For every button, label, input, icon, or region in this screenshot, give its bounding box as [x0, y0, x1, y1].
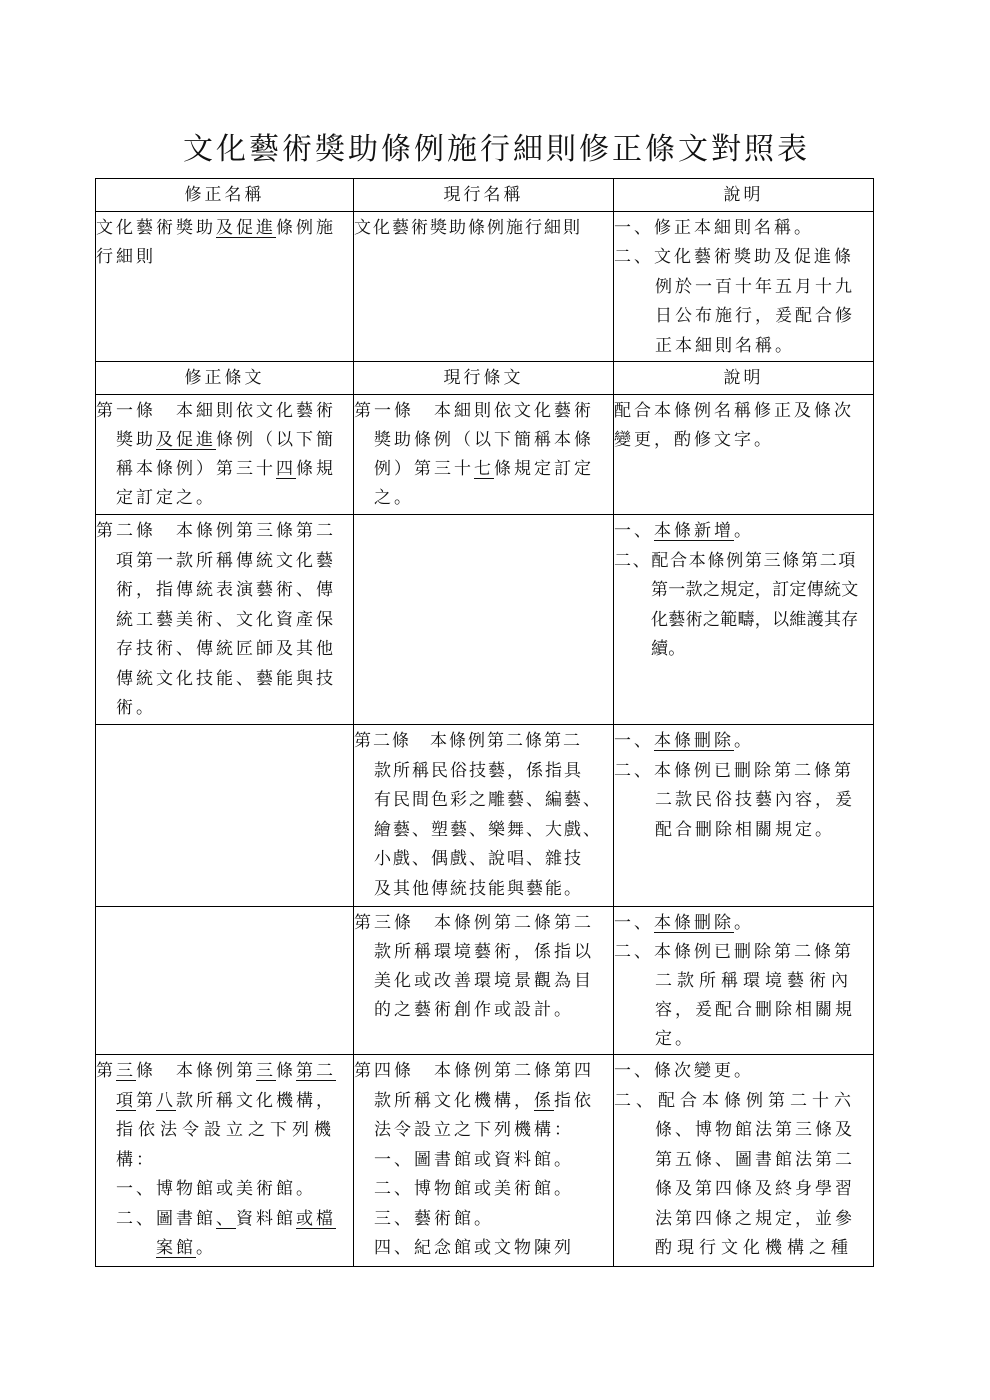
amended-text: 及促進	[216, 217, 276, 238]
text-line: 文化藝術獎助條例施行細則	[354, 217, 582, 238]
table-row-name	[96, 211, 874, 362]
column-header-amended-name: 修正名稱	[96, 179, 354, 212]
text-line: 二款民俗技藝內容，爰	[655, 790, 855, 810]
text-segment: 條規定訂定	[494, 459, 594, 479]
text-line: 配合本條例名稱修正及條次	[614, 401, 854, 421]
text-segment: 。	[196, 1238, 216, 1258]
text-line: 構：	[116, 1149, 156, 1170]
text-segment: 文化藝術獎助	[96, 217, 216, 238]
text-line: 法第四條之規定，並參	[655, 1208, 855, 1229]
amended-text: 本條新增	[654, 521, 734, 541]
text-line	[96, 426, 353, 455]
amended-text: 七	[474, 459, 494, 479]
column-header-explanation: 說明	[614, 362, 874, 395]
amended-article-cell	[96, 395, 354, 515]
column-header-amended-article: 修正條文	[96, 362, 354, 395]
text-segment: 款所稱文化機構，	[374, 1090, 534, 1111]
amended-text: 或檔	[296, 1208, 336, 1229]
text-line: 酌現行文化機構之種	[655, 1238, 853, 1258]
text-segment: 條例（以下簡	[216, 430, 336, 450]
text-line: 第二條 本條例第二條第二	[354, 731, 582, 751]
text-line: 有民間色彩之雕藝、編藝、	[374, 790, 602, 810]
text-line: 例於一百十年五月十九	[655, 276, 855, 297]
text-segment: 一、	[614, 521, 654, 541]
text-line	[614, 909, 873, 938]
text-line: 美化或改善環境景觀為目	[374, 971, 594, 991]
table-row	[96, 1055, 874, 1267]
explanation-cell	[614, 515, 874, 725]
text-segment: 二、圖書館	[116, 1208, 216, 1229]
table-header-row	[96, 362, 874, 395]
amended-name-cell	[96, 211, 354, 362]
text-line	[614, 727, 873, 757]
text-line: 日公布施行，爰配合修	[655, 306, 855, 326]
text-line: 第四條 本條例第二條第四	[354, 1061, 594, 1081]
amended-text: 三	[116, 1061, 136, 1081]
text-line: 配合刪除相關規定。	[655, 819, 835, 840]
text-line: 三、藝術館。	[374, 1208, 494, 1229]
amended-text: 、	[216, 1208, 236, 1229]
table-row	[96, 907, 874, 1055]
amended-article-cell	[96, 515, 354, 725]
text-line: 第一款之規定，訂定傳統文	[651, 580, 859, 600]
text-line: 繪藝、塑藝、樂舞、大戲、	[374, 819, 602, 840]
table-row	[96, 515, 874, 725]
text-line: 容，爰配合刪除相關規	[655, 1000, 855, 1020]
text-line: 第五條、圖書館法第二	[655, 1149, 855, 1170]
text-line	[96, 1087, 353, 1117]
text-line: 款所稱民俗技藝，係指具	[374, 760, 583, 781]
amended-text: 案館	[156, 1238, 196, 1258]
text-segment: 條例施	[276, 217, 336, 238]
text-line: 二、本條例已刪除第二條第	[614, 760, 854, 781]
text-line	[96, 1057, 353, 1087]
amended-text: 三	[256, 1061, 276, 1081]
text-segment: 稱本條例）第三十	[116, 459, 276, 479]
text-segment: 。	[734, 731, 754, 751]
text-line: 二、博物館或美術館。	[374, 1179, 574, 1199]
text-segment: 條	[276, 1061, 296, 1081]
current-name-cell	[354, 211, 614, 362]
amended-text: 係	[534, 1090, 554, 1111]
amended-text: 本條刪除	[654, 731, 734, 751]
text-segment: 資料館	[236, 1208, 296, 1229]
text-segment: 。	[734, 521, 754, 541]
text-line: 第二條 本條例第三條第二	[96, 521, 336, 541]
text-line: 一、圖書館或資料館。	[374, 1149, 574, 1170]
explanation-cell	[614, 725, 874, 907]
empty-cell	[354, 515, 614, 725]
text-line: 小戲、偶戲、說唱、雜技	[374, 849, 583, 869]
text-line	[96, 214, 353, 244]
explanation-cell	[614, 907, 874, 1055]
column-header-current-name: 現行名稱	[354, 179, 614, 212]
text-line: 行細則	[96, 247, 156, 267]
text-line: 二款所稱環境藝術內	[655, 971, 853, 991]
text-segment: 條規	[296, 459, 336, 479]
text-line: 變更，酌修文字。	[614, 430, 774, 450]
text-line: 存技術、傳統匠師及其他	[116, 639, 336, 659]
text-line	[96, 455, 353, 484]
amended-text: 本條刪除	[654, 913, 734, 933]
amended-text: 八	[156, 1090, 176, 1111]
current-article-cell	[354, 1055, 614, 1267]
table-row	[96, 725, 874, 907]
column-header-explanation: 說明	[614, 179, 874, 212]
text-line: 傳統文化技能、藝能與技	[116, 668, 336, 689]
text-line: 定。	[655, 1029, 695, 1049]
text-line: 第三條 本條例第二條第二	[354, 913, 594, 933]
current-article-cell	[354, 907, 614, 1055]
text-segment: 指依	[554, 1090, 594, 1111]
text-line: 續。	[651, 639, 686, 659]
text-line: 獎助條例（以下簡稱本條	[374, 430, 594, 450]
amended-text: 四	[276, 459, 296, 479]
empty-cell	[96, 907, 354, 1055]
column-header-current-article: 現行條文	[354, 362, 614, 395]
text-line: 第一條 本細則依文化藝術	[96, 401, 336, 421]
text-line: 指依法令設立之下列機	[116, 1120, 336, 1140]
text-line: 及其他傳統技能與藝能。	[374, 878, 583, 899]
text-line: 統工藝美術、文化資產保	[116, 609, 336, 630]
text-line: 項第一款所稱傳統文化藝	[116, 550, 336, 571]
text-line: 二、文化藝術獎助及促進條	[614, 247, 854, 267]
text-line: 術。	[116, 698, 156, 718]
text-line	[96, 1234, 353, 1264]
amended-text: 第二	[296, 1061, 336, 1081]
text-line: 法令設立之下列機構：	[374, 1120, 574, 1140]
text-segment: 獎助	[116, 430, 156, 450]
text-segment: 第	[136, 1090, 156, 1111]
text-segment: 條 本條例第	[136, 1061, 256, 1081]
explanation-cell	[614, 395, 874, 515]
text-segment: 例）第三十	[374, 459, 474, 479]
empty-cell	[96, 725, 354, 907]
text-line: 術，指傳統表演藝術、傳	[116, 580, 336, 600]
text-line: 一、修正本細則名稱。	[614, 217, 814, 238]
text-line: 款所稱環境藝術，係指以	[374, 942, 594, 962]
table-row	[96, 395, 874, 515]
current-article-cell	[354, 725, 614, 907]
text-line: 條及第四條及終身學習	[655, 1179, 855, 1199]
text-line: 條、博物館法第三條及	[655, 1120, 855, 1140]
comparison-table	[95, 178, 874, 1267]
text-line: 二、配合本條例第三條第二項	[614, 550, 858, 571]
text-line: 二、本條例已刪除第二條第	[614, 942, 854, 962]
text-line: 二、配合本條例第二十六	[614, 1090, 856, 1111]
text-segment: 。	[734, 913, 754, 933]
text-segment: 一、	[614, 731, 654, 751]
document-title: 文化藝術獎助條例施行細則修正條文對照表	[183, 132, 810, 167]
amended-text: 項	[116, 1090, 136, 1111]
explanation-cell	[614, 211, 874, 362]
text-segment: 款所稱文化機構，	[176, 1090, 336, 1111]
amended-article-cell	[96, 1055, 354, 1267]
text-segment: 一、	[614, 913, 654, 933]
text-line: 一、博物館或美術館。	[116, 1179, 316, 1199]
text-line	[96, 1205, 353, 1235]
text-line: 化藝術之範疇，以維護其存	[651, 609, 859, 630]
text-line	[354, 455, 613, 484]
text-line: 之。	[374, 488, 414, 508]
explanation-cell	[614, 1055, 874, 1267]
text-line: 四、紀念館或文物陳列	[374, 1238, 574, 1258]
text-line	[614, 517, 873, 547]
text-line: 一、條次變更。	[614, 1061, 754, 1081]
amended-text: 及促進	[156, 430, 216, 450]
text-line: 第一條 本細則依文化藝術	[354, 401, 594, 421]
text-line: 的之藝術創作或設計。	[374, 1000, 574, 1020]
current-article-cell	[354, 395, 614, 515]
table-header-row	[96, 179, 874, 212]
text-line: 正本細則名稱。	[655, 335, 795, 356]
text-line	[354, 1087, 613, 1117]
text-segment: 第	[96, 1061, 116, 1081]
text-line: 定訂定之。	[116, 488, 216, 508]
